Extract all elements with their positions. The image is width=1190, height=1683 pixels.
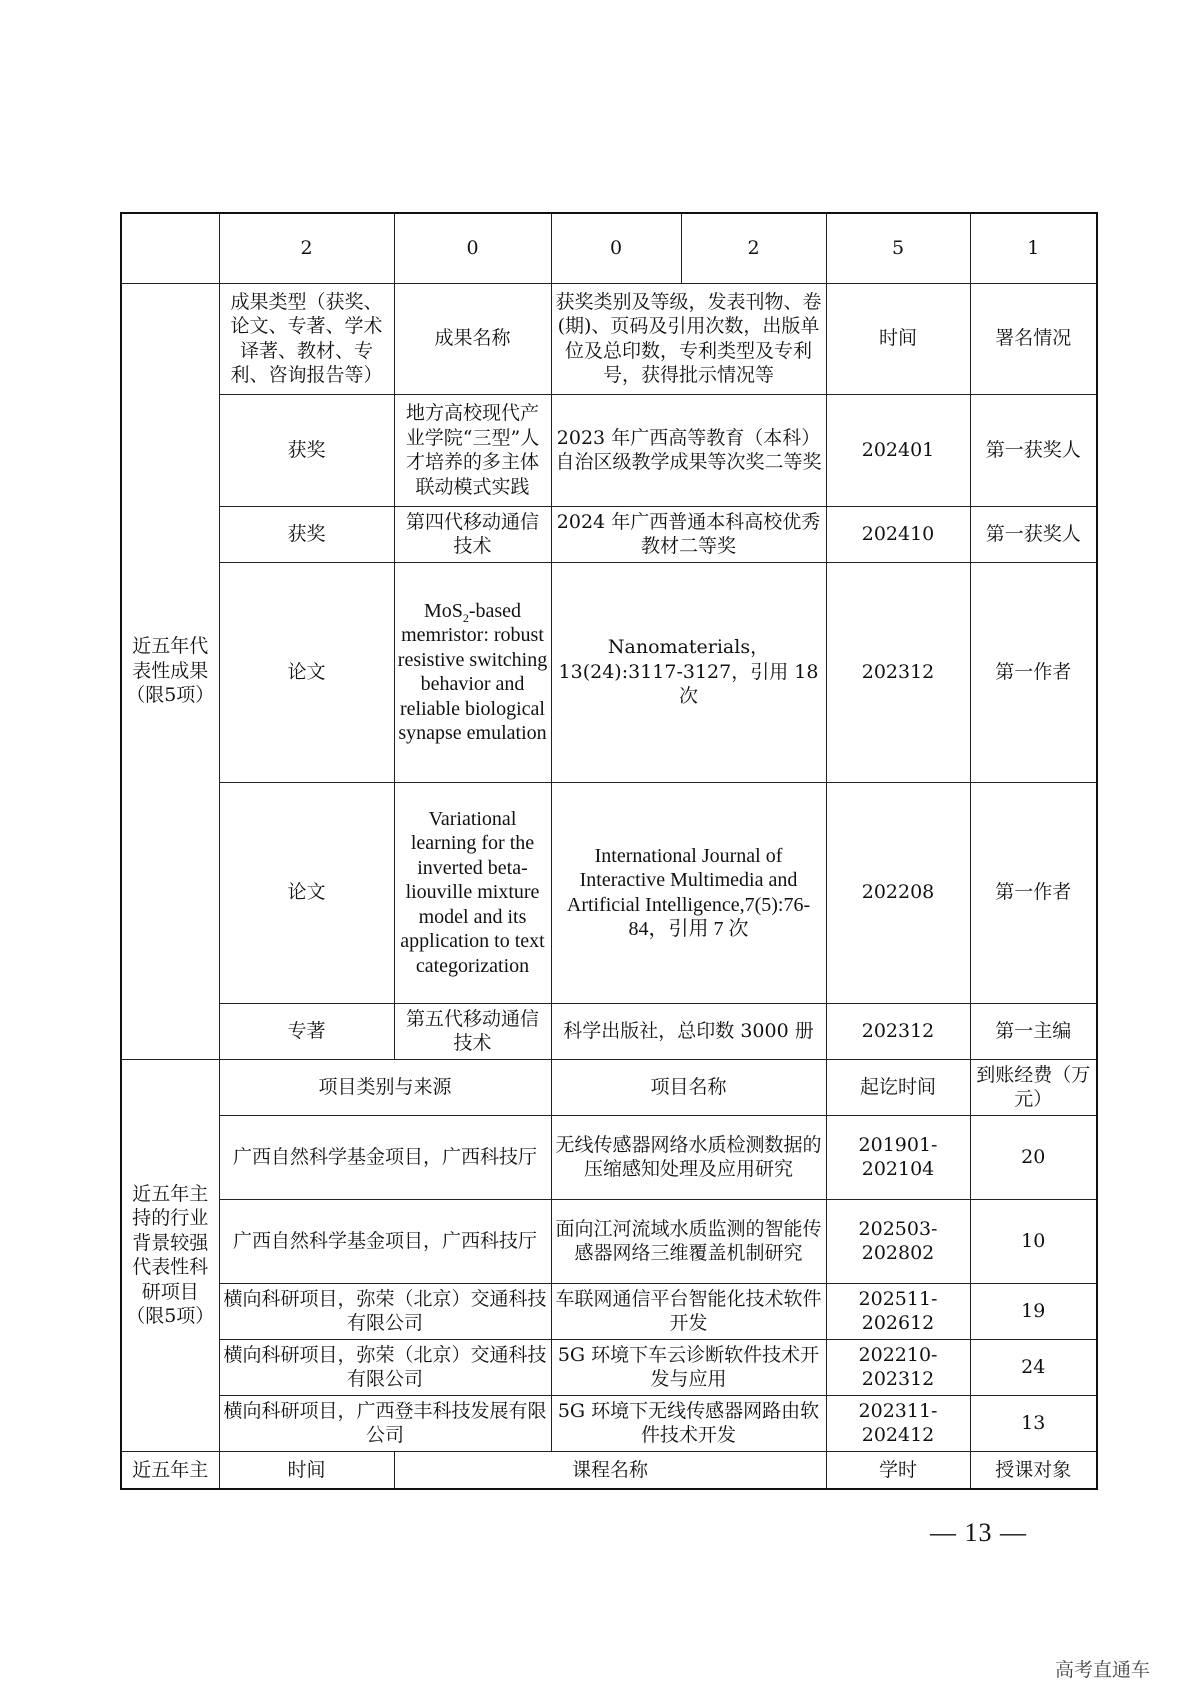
table-row: [121, 506, 1097, 562]
achievement-detail: Nanomaterials，13(24):3117-3127，引用 18 次: [551, 562, 826, 782]
header-course-time: 时间: [219, 1451, 394, 1489]
header-type: 成果类型（获奖、论文、专著、学术译著、教材、专利、咨询报告等）: [219, 283, 394, 394]
table-row: [121, 562, 1097, 782]
blank-cell: [121, 213, 219, 283]
achievement-detail: 2024 年广西普通本科高校优秀教材二等奖: [551, 506, 826, 562]
project-funding: 13: [970, 1395, 1097, 1451]
header-course-hours: 学时: [826, 1451, 970, 1489]
form-table: [120, 212, 1098, 1490]
digit-cell: 2: [681, 213, 826, 283]
project-source: 横向科研项目，广西登丰科技发展有限公司: [219, 1395, 551, 1451]
achievement-detail: International Journal of Interactive Multimedia and Artificial Intelligence,7(5):76-84，引用 7 次: [551, 782, 826, 1003]
project-period: 202511-202612: [826, 1283, 970, 1339]
achievement-detail: 科学出版社，总印数 3000 册: [551, 1003, 826, 1059]
achievement-type: 论文: [219, 782, 394, 1003]
header-course-target: 授课对象: [970, 1451, 1097, 1489]
achievement-type: 专著: [219, 1003, 394, 1059]
digit-cell: 5: [826, 213, 970, 283]
project-source: 横向科研项目，弥荣（北京）交通科技有限公司: [219, 1339, 551, 1395]
table-row: [121, 394, 1097, 506]
header-sign: 署名情况: [970, 283, 1097, 394]
project-funding: 10: [970, 1199, 1097, 1283]
digit-cell: 0: [394, 213, 551, 283]
watermark: 高考直通车: [1055, 1659, 1151, 1681]
digit-cell: 0: [551, 213, 681, 283]
project-source: 广西自然科学基金项目，广西科技厅: [219, 1115, 551, 1199]
digit-cell: 1: [970, 213, 1097, 283]
courses-section-label: 近五年主: [121, 1451, 219, 1489]
project-period: 202503-202802: [826, 1199, 970, 1283]
achievement-name: 地方高校现代产业学院“三型”人才培养的多主体联动模式实践: [394, 394, 551, 506]
achievements-header-row: [121, 283, 1097, 394]
achievement-name: 第五代移动通信技术: [394, 1003, 551, 1059]
subscript: 2: [462, 610, 469, 625]
achievement-sign: 第一作者: [970, 782, 1097, 1003]
achievement-time: 202401: [826, 394, 970, 506]
project-period: 202210-202312: [826, 1339, 970, 1395]
table-row: [121, 1339, 1097, 1395]
achievement-detail: 2023 年广西高等教育（本科）自治区级教学成果等次奖二等奖: [551, 394, 826, 506]
header-source: 项目类别与来源: [219, 1059, 551, 1115]
name-part: MoS: [423, 599, 463, 622]
project-name: 5G 环境下车云诊断软件技术开发与应用: [551, 1339, 826, 1395]
achievement-name: Variational learning for the inverted beta-liouville mixture model and its application to text categorization: [394, 782, 551, 1003]
achievement-time: 202312: [826, 562, 970, 782]
achievement-sign: 第一获奖人: [970, 394, 1097, 506]
project-funding: 24: [970, 1339, 1097, 1395]
project-period: 201901-202104: [826, 1115, 970, 1199]
table-row: [121, 1395, 1097, 1451]
project-source: 广西自然科学基金项目，广西科技厅: [219, 1199, 551, 1283]
header-name: 成果名称: [394, 283, 551, 394]
table-row: [121, 1283, 1097, 1339]
project-name: 5G 环境下无线传感器网路由软件技术开发: [551, 1395, 826, 1451]
achievement-type: 论文: [219, 562, 394, 782]
achievement-time: 202208: [826, 782, 970, 1003]
projects-section-label: 近五年主持的行业背景较强代表性科研项目（限5项）: [121, 1059, 219, 1451]
project-funding: 19: [970, 1283, 1097, 1339]
achievement-sign: 第一主编: [970, 1003, 1097, 1059]
achievements-section-label: 近五年代表性成果（限5项）: [121, 283, 219, 1059]
achievement-sign: 第一获奖人: [970, 506, 1097, 562]
digit-cell: 2: [219, 213, 394, 283]
achievement-sign: 第一作者: [970, 562, 1097, 782]
header-course-name: 课程名称: [394, 1451, 826, 1489]
table-row: [121, 1115, 1097, 1199]
achievement-type: 获奖: [219, 506, 394, 562]
header-time: 时间: [826, 283, 970, 394]
achievement-name: 第四代移动通信技术: [394, 506, 551, 562]
project-name: 车联网通信平台智能化技术软件开发: [551, 1283, 826, 1339]
achievement-name: [394, 562, 551, 782]
achievement-type: 获奖: [219, 394, 394, 506]
name-part: -based memristor: robust resistive switching behavior and reliable biological synapse emulation: [397, 599, 548, 744]
project-funding: 20: [970, 1115, 1097, 1199]
header-period: 起讫时间: [826, 1059, 970, 1115]
table-row: [121, 782, 1097, 1003]
table-row: [121, 1003, 1097, 1059]
projects-header-row: [121, 1059, 1097, 1115]
project-name: 面向江河流域水质监测的智能传感器网络三维覆盖机制研究: [551, 1199, 826, 1283]
courses-header-row: [121, 1451, 1097, 1489]
project-name: 无线传感器网络水质检测数据的压缩感知处理及应用研究: [551, 1115, 826, 1199]
header-project-name: 项目名称: [551, 1059, 826, 1115]
project-source: 横向科研项目，弥荣（北京）交通科技有限公司: [219, 1283, 551, 1339]
header-detail: 获奖类别及等级，发表刊物、卷(期)、页码及引用次数，出版单位及总印数，专利类型及专利号，获得批示情况等: [551, 283, 826, 394]
header-funding: 到账经费（万元）: [970, 1059, 1097, 1115]
achievement-time: 202312: [826, 1003, 970, 1059]
table-row: [121, 1199, 1097, 1283]
achievement-time: 202410: [826, 506, 970, 562]
project-period: 202311-202412: [826, 1395, 970, 1451]
digit-row: [121, 213, 1097, 283]
page-number: — 13 —: [930, 1518, 1027, 1547]
